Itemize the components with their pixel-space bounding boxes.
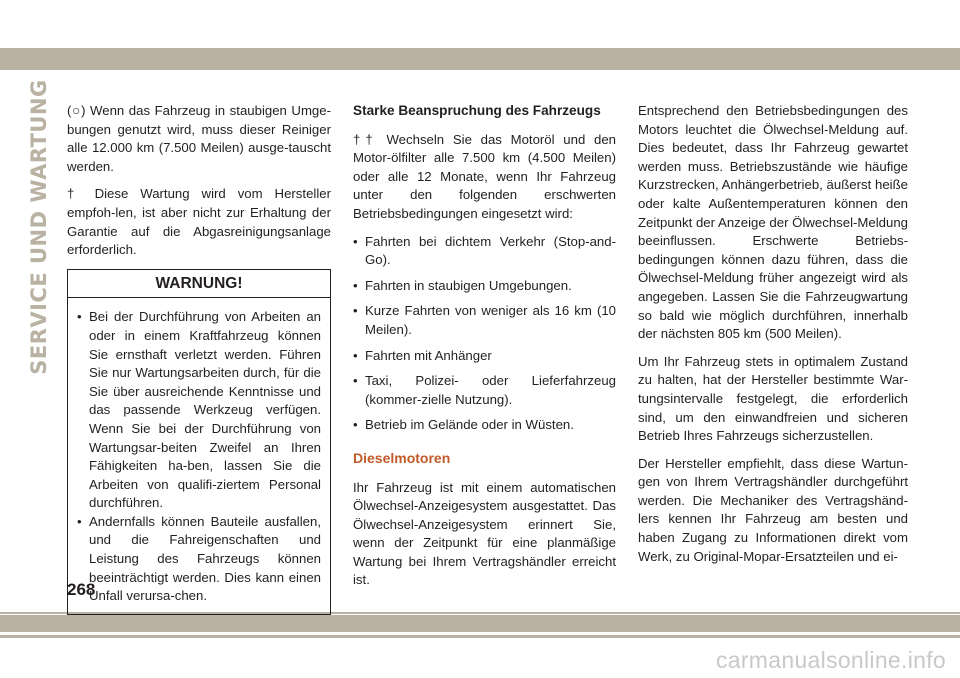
section-side-tab-label: SERVICE UND WARTUNG bbox=[27, 79, 52, 375]
column-left bbox=[67, 102, 331, 615]
warning-title: WARNUNG! bbox=[68, 270, 330, 299]
top-band bbox=[0, 48, 960, 70]
paragraph-oil-message: Entsprechend den Betriebsbedingungen des Motors leuchtet die Ölwechsel-Meldung auf. Dies bedeutet, dass Ihr Fahrzeug gewartet werden muss. Betriebszustände wie häufige Kurzstrecken, Anhängerbetrieb, äußerst heiße oder kalte Außentemperaturen können den Zeitpunkt der Anzeige der Ölwechsel-Meldung beeinflussen. Erschwerte Betriebs-bedingungen können dazu führen, dass die Ölwechsel-Meldung früher angezeigt wird als angegeben. Lassen Sie die Fahrzeugwartung so bald wie möglich durchführen, innerhalb der nächsten 805 km (500 Meilen). bbox=[638, 103, 908, 342]
page-number: 268 bbox=[67, 580, 96, 599]
watermark: carmanualsonline.info bbox=[715, 647, 946, 673]
paragraph-intervals: Um Ihr Fahrzeug stets in optimalem Zustand zu halten, hat der Hersteller bestimmte War-tungsintervalle festgelegt, die erforderlich sind, um den einwandfreien und sicheren Betrieb Ihres Fahrzeugs sicherzustellen. bbox=[638, 353, 908, 444]
paragraph-diesel: Ihr Fahrzeug ist mit einem automatischen Ölwechsel-Anzeigesystem ausgestattet. Das Ölwechsel-Anzeigesystem erinnert Sie, wenn der Zeitpunkt für eine planmäßige Wartung bei Ihrem Vertragshändler erreicht ist. bbox=[353, 479, 616, 588]
list-item: • Kurze Fahrten von weniger als 16 km (10 Meilen). bbox=[353, 302, 616, 339]
paragraph-oil-change: †† Wechseln Sie das Motoröl und den Motor-ölfilter alle 7.500 km (4.500 Meilen) oder alle 12 Monate, wenn Ihr Fahrzeug unter den folgenden erschwerten Betriebsbedingungen eingesetzt wird: bbox=[353, 131, 616, 221]
bottom-band bbox=[0, 615, 960, 632]
list-item: • Fahrten in staubigen Umgebungen. bbox=[353, 277, 616, 296]
conditions-list bbox=[353, 233, 616, 435]
paragraph-dagger-note: † Diese Wartung wird vom Hersteller empfoh-len, ist aber nicht zur Erhaltung der Garantie auf die Abgasreinigungsanlage erforderlich. bbox=[67, 186, 331, 258]
paragraph-filter-note: (○) Wenn das Fahrzeug in staubigen Umge-bungen genutzt wird, muss dieser Reiniger alle 12.000 km (7.500 Meilen) ausge-tauscht werden. bbox=[67, 103, 331, 174]
section-heading: Starke Beanspruchung des Fahrzeugs bbox=[353, 103, 601, 118]
paragraph-dealer: Der Hersteller empfiehlt, dass diese Wartun-gen von Ihrem Vertragshändler durchgeführt werden. Die Mechaniker des Vertragshänd-lers kennen Ihr Fahrzeug am besten und haben Zugang zu Informationen direkt vom Werk, zu Original-Mopar-Ersatzteilen und ei- bbox=[638, 455, 908, 564]
list-item: • Fahrten bei dichtem Verkehr (Stop-and-Go). bbox=[353, 233, 616, 270]
warning-item: • Andernfalls können Bauteile ausfallen, und die Fahreigenschaften und Leistung des Fahrzeugs können beeinträchtigt werden. Dies kann einen Unfall verursa-chen. bbox=[77, 513, 321, 606]
warning-box bbox=[67, 269, 331, 615]
column-right bbox=[638, 102, 908, 575]
list-item: • Betrieb im Gelände oder in Wüsten. bbox=[353, 416, 616, 435]
warning-item: • Bei der Durchführung von Arbeiten an oder in einem Kraftfahrzeug können Sie ernsthaft verletzt werden. Führen Sie nur Wartungsarbeiten durch, für die Sie über ausreichende Kenntnisse und das passende Werkzeug verfügen. Wenn Sie bei der Durchführung von Wartungsar-beiten Zweifel an Ihren Fähigkeiten ha-ben, lassen Sie die Arbeiten von qualifi-ziertem Personal durchführen. bbox=[77, 308, 321, 513]
subheading-diesel: Dieselmotoren bbox=[353, 449, 451, 466]
bottom-rule-lower bbox=[0, 635, 960, 638]
list-item: • Taxi, Polizei- oder Lieferfahrzeug (kommer-zielle Nutzung). bbox=[353, 372, 616, 409]
list-item: • Fahrten mit Anhänger bbox=[353, 347, 616, 366]
warning-list bbox=[77, 308, 321, 606]
section-side-tab bbox=[24, 79, 54, 375]
column-middle bbox=[353, 102, 616, 599]
